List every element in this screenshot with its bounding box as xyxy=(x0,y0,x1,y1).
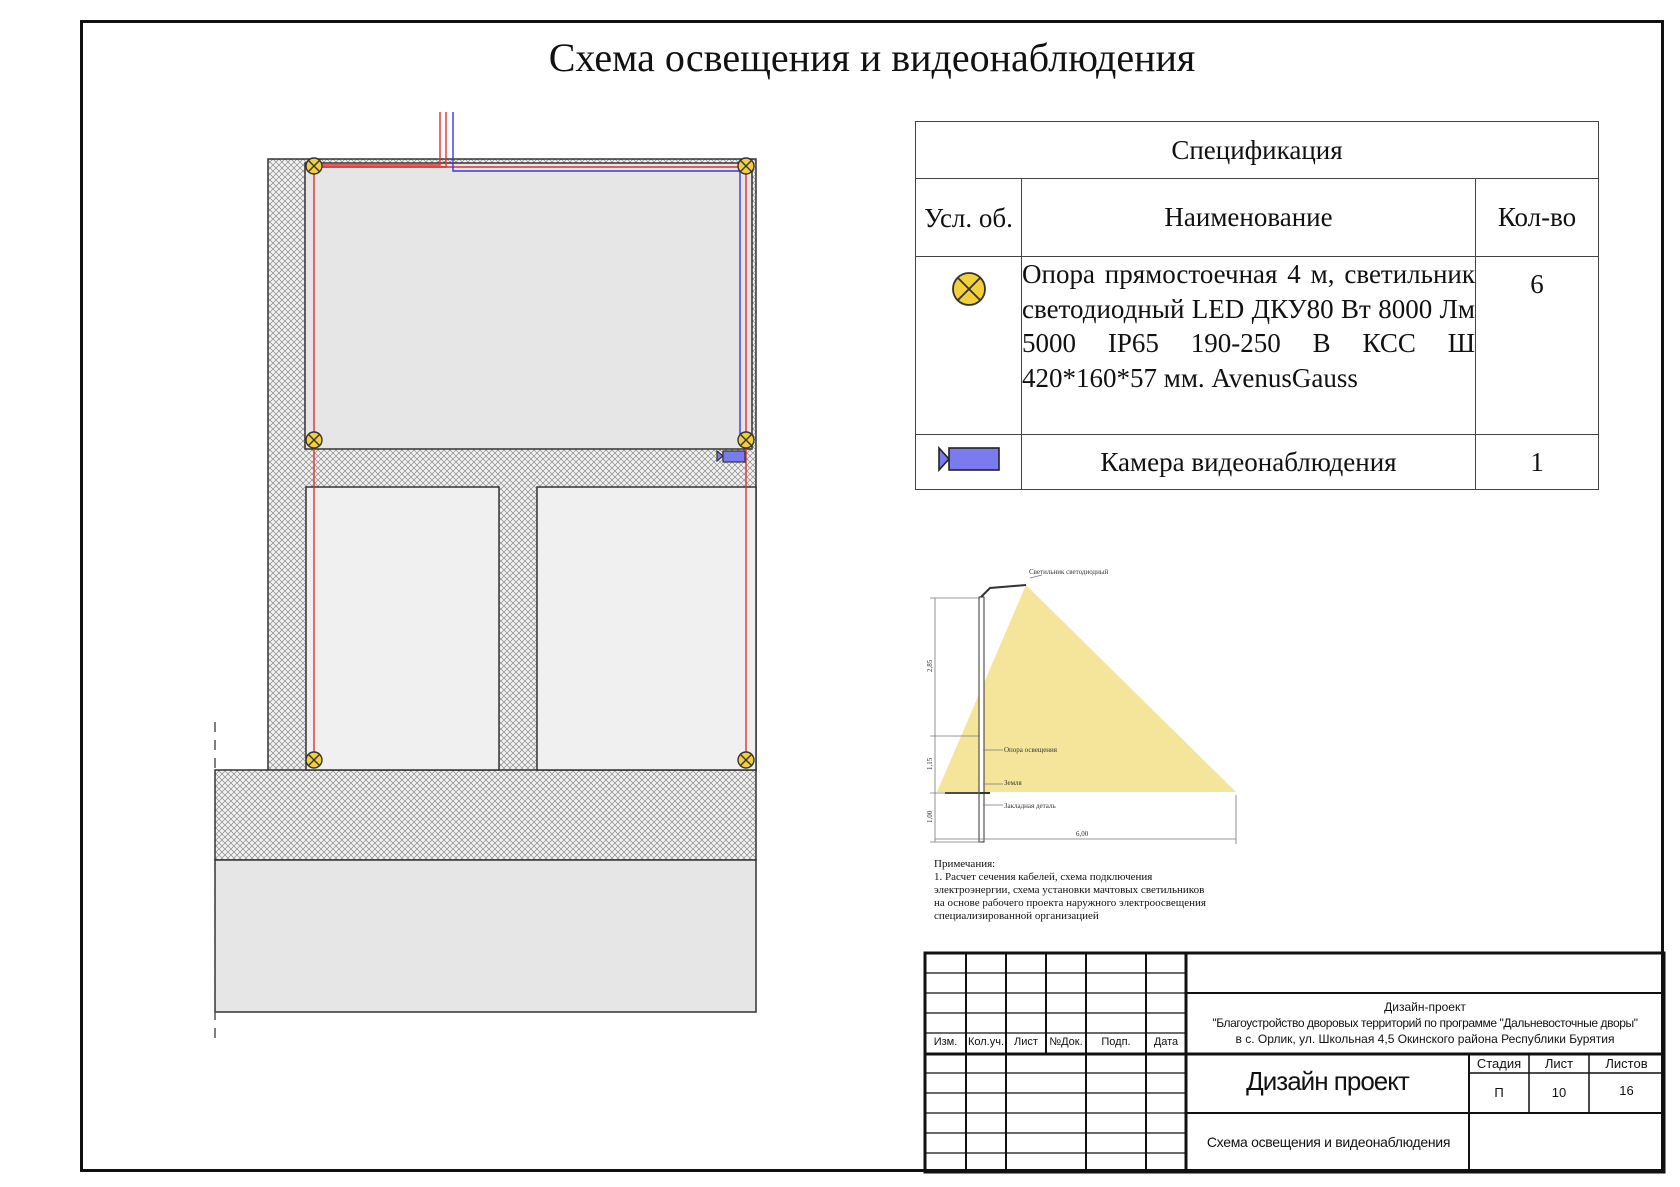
spec-item-name: Камера видеонаблюдения xyxy=(1022,435,1476,490)
dim-top: 2,85 xyxy=(926,659,934,672)
spec-item-qty: 6 xyxy=(1476,257,1599,435)
notes-line: на основе рабочего проекта наружного электроосвещения xyxy=(934,897,1206,909)
embedded-label: Закладная деталь xyxy=(1004,802,1056,810)
project-line: "Благоустройство дворовых территорий по программе "Дальневосточные дворы" xyxy=(1212,1016,1638,1030)
spec-header-symbol: Усл. об. xyxy=(916,179,1022,257)
sheet-title: Схема освещения и видеонаблюдения xyxy=(548,35,1196,80)
ground-label: Земля xyxy=(1004,779,1022,787)
pole-label: Опора освещения xyxy=(1004,746,1058,754)
sheet-name: Схема освещения и видеонаблюдения xyxy=(1206,1134,1451,1150)
spec-item-name: Опора прямостоечная 4 м, светильник светодиодный LED ДКУ80 Вт 8000 Лм 5000 IP65 190-250 В КСС Ш 420*160*57 мм. AvenusGauss xyxy=(1022,257,1476,435)
col-header-kolvo: Кол.уч. xyxy=(967,1036,1005,1048)
stage-label: Стадия xyxy=(1476,1056,1522,1071)
sheets-value: 16 xyxy=(1619,1083,1634,1098)
col-header-date: Дата xyxy=(1153,1036,1179,1048)
dim-middle: 1,15 xyxy=(926,757,934,770)
notes-heading: Примечания: xyxy=(934,858,996,870)
col-header-doc: №Док. xyxy=(1049,1036,1083,1048)
notes-line: специализированной организацией xyxy=(934,910,1099,922)
col-header-sign: Подп. xyxy=(1101,1036,1131,1048)
col-header-izm: Изм. xyxy=(933,1036,958,1048)
luminaire-label: Светильник светодиодный xyxy=(1029,568,1109,576)
dim-horizontal: 6,00 xyxy=(1076,830,1089,838)
sheet-value: 10 xyxy=(1551,1085,1567,1100)
spec-item-qty: 1 xyxy=(1476,435,1599,490)
document-name: Дизайн проект xyxy=(1246,1066,1409,1096)
notes-line: 1. Расчет сечения кабелей, схема подключения xyxy=(934,871,1153,883)
spec-caption: Спецификация xyxy=(916,122,1599,179)
project-line: Дизайн-проект xyxy=(1384,1000,1466,1014)
spec-header-qty: Кол-во xyxy=(1476,179,1599,257)
col-header-list: Лист xyxy=(1014,1036,1038,1048)
project-description xyxy=(1186,999,1664,1047)
project-line: в с. Орлик, ул. Школьная 4,5 Окинского района Республики Бурятия xyxy=(1235,1032,1615,1046)
stage-value: П xyxy=(1494,1085,1504,1100)
spec-header-name: Наименование xyxy=(1022,179,1476,257)
sheets-label: Листов xyxy=(1605,1056,1648,1071)
dim-bottom: 1,00 xyxy=(926,810,934,823)
notes-line: электроэнергии, схема установки мачтовых светильников xyxy=(934,884,1205,896)
sheet-label: Лист xyxy=(1544,1056,1574,1071)
